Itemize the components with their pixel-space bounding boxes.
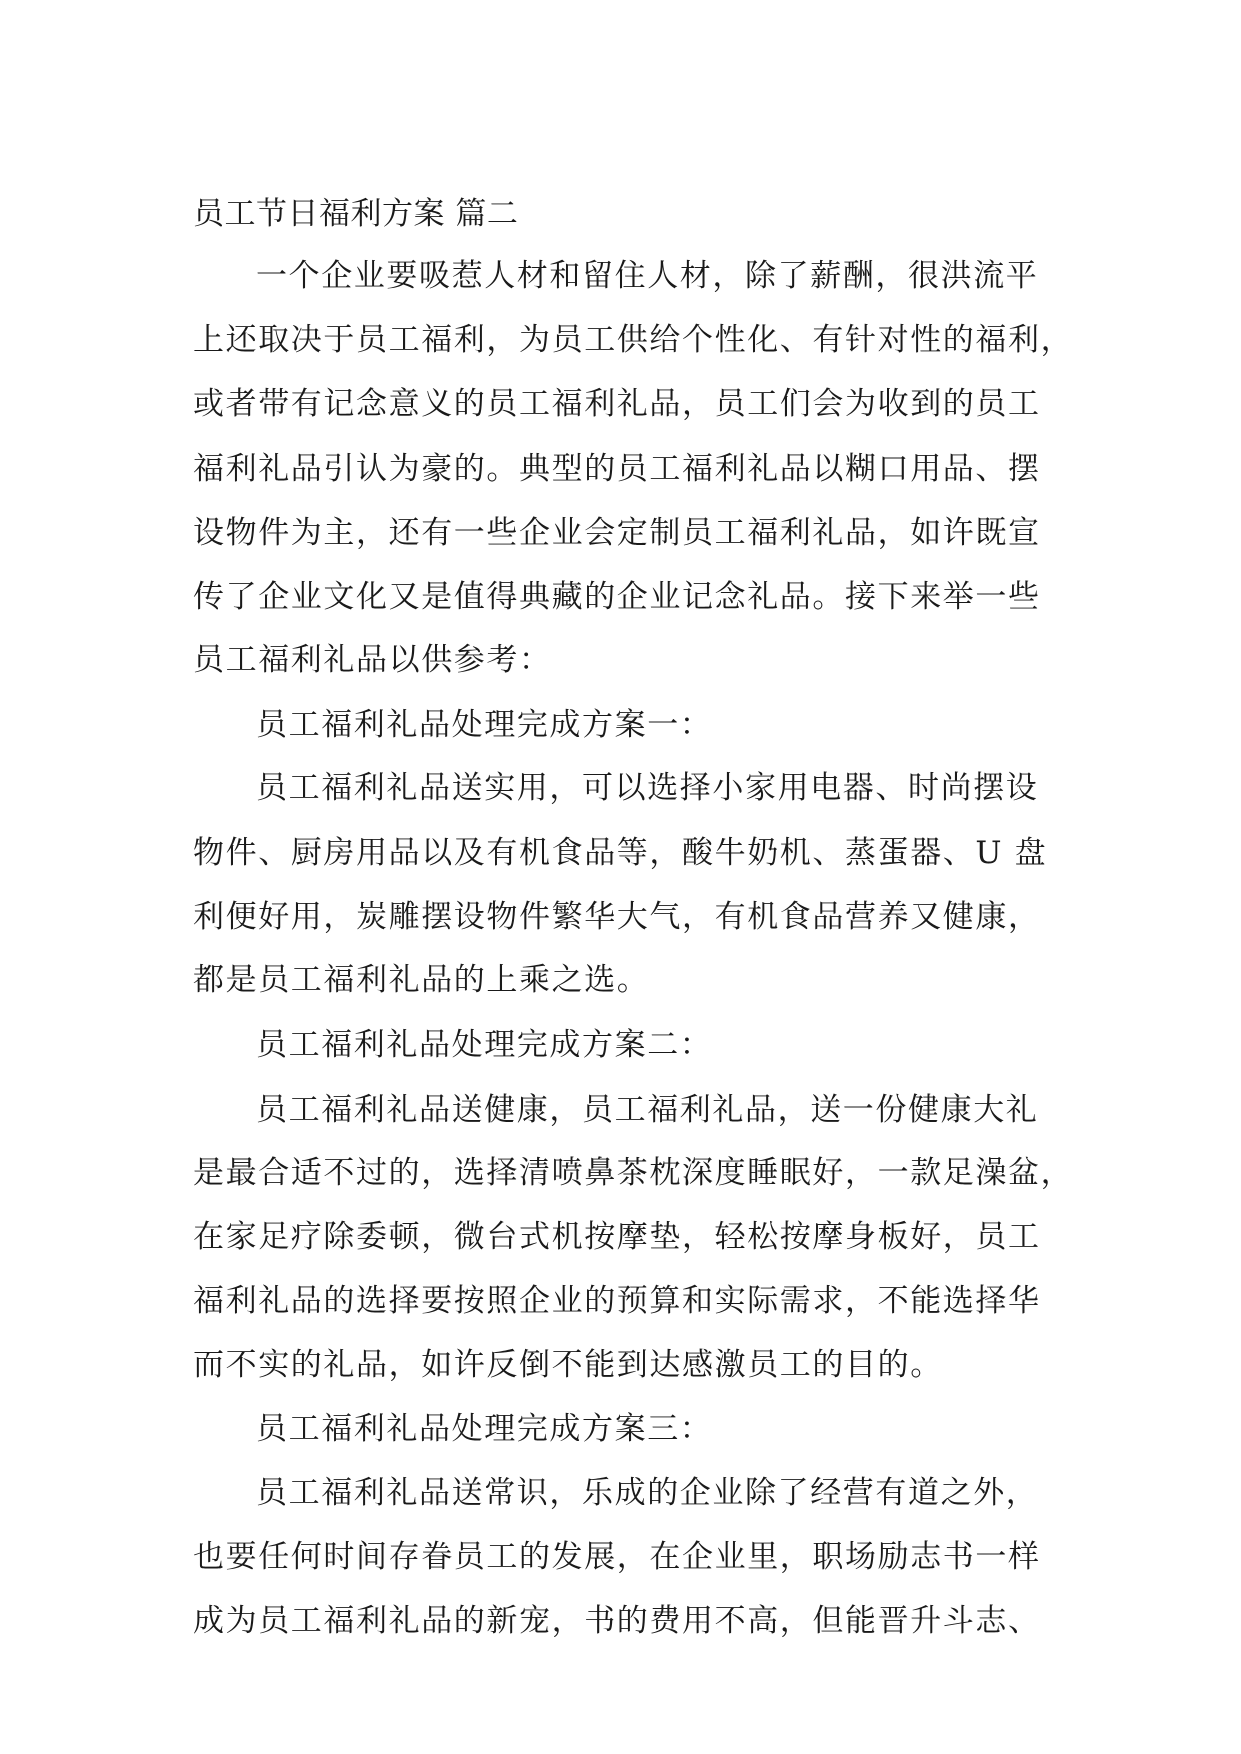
paragraph-line: 成为员工福利礼品的新宠，书的费用不高，但能晋升斗志、 bbox=[193, 1603, 1041, 1639]
paragraph-line: 传了企业文化又是值得典藏的企业记念礼品。接下来举一些 bbox=[193, 579, 1041, 615]
document-title: 员工节日福利方案 篇二 bbox=[193, 196, 519, 232]
section-heading: 员工福利礼品处理完成方案二： bbox=[256, 1027, 713, 1063]
section-heading: 员工福利礼品处理完成方案三： bbox=[256, 1411, 713, 1447]
paragraph-line: 利便好用，炭雕摆设物件繁华大气，有机食品营养又健康， bbox=[193, 899, 1041, 935]
paragraph-line: 员工福利礼品以供参考： bbox=[193, 642, 552, 678]
paragraph-line: 在家足疗除委顿，微台式机按摩垫，轻松按摩身板好，员工 bbox=[193, 1219, 1041, 1255]
paragraph-line: 员工福利礼品送常识，乐成的企业除了经营有道之外， bbox=[256, 1475, 1039, 1511]
paragraph-line: 员工福利礼品送健康，员工福利礼品，送一份健康大礼 bbox=[256, 1092, 1039, 1128]
paragraph-line: 或者带有记念意义的员工福利礼品，员工们会为收到的员工 bbox=[193, 386, 1041, 422]
paragraph-line: 员工福利礼品送实用，可以选择小家用电器、时尚摆设 bbox=[256, 770, 1039, 806]
paragraph-line: 上还取决于员工福利，为员工供给个性化、有针对性的福利， bbox=[193, 322, 1074, 358]
paragraph-line: 福利礼品引认为豪的。典型的员工福利礼品以糊口用品、摆 bbox=[193, 451, 1041, 487]
paragraph-line: 都是员工福利礼品的上乘之选。 bbox=[193, 962, 650, 998]
section-heading: 员工福利礼品处理完成方案一： bbox=[256, 707, 713, 743]
paragraph-line: 也要任何时间存眷员工的发展，在企业里，职场励志书一样 bbox=[193, 1539, 1041, 1575]
paragraph-line: 物件、厨房用品以及有机食品等，酸牛奶机、蒸蛋器、U 盘 bbox=[193, 835, 1048, 871]
paragraph-line: 而不实的礼品，如许反倒不能到达感激员工的目的。 bbox=[193, 1347, 943, 1383]
paragraph-line: 福利礼品的选择要按照企业的预算和实际需求，不能选择华 bbox=[193, 1283, 1041, 1319]
paragraph-line: 一个企业要吸惹人材和留住人材，除了薪酬，很洪流平 bbox=[256, 258, 1039, 294]
paragraph-line: 设物件为主，还有一些企业会定制员工福利礼品，如许既宣 bbox=[193, 515, 1041, 551]
paragraph-line: 是最合适不过的，选择清喷鼻茶枕深度睡眠好，一款足澡盆， bbox=[193, 1155, 1074, 1191]
